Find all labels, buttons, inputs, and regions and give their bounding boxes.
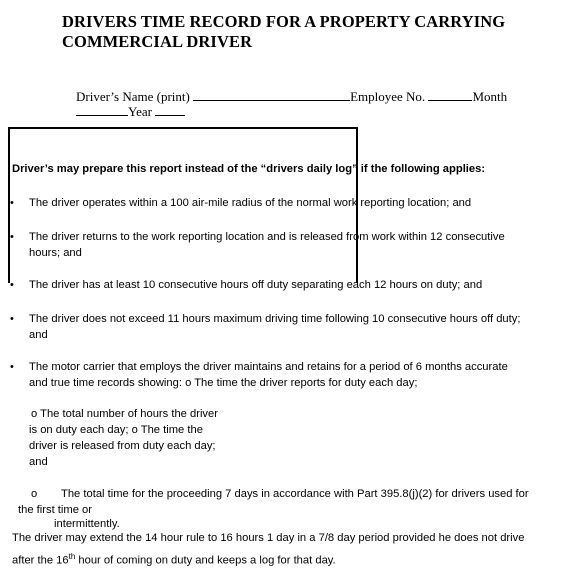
bullet-marker: • <box>10 361 14 373</box>
footer-line-1: The driver may extend the 14 hour rule to 16 hours 1 day in a 7/8 day period provided he does not drive <box>12 532 525 544</box>
month-field[interactable] <box>76 104 128 116</box>
bullet-radius: The driver operates within a 100 air-mile radius of the normal work reporting location; and <box>29 197 472 209</box>
driver-info-row <box>76 89 507 105</box>
sub-item-hours: o The total number of hours the driver <box>31 408 218 420</box>
bullet-returns: The driver returns to the work reporting location and is released from work within 12 consecutive <box>29 231 505 243</box>
sub-item-seven-days-cont: the first time or <box>18 504 92 516</box>
bullet-records: The motor carrier that employs the driver maintains and retains for a period of 6 months accurate <box>29 361 508 373</box>
footer-line-2-end: hour of coming on duty and keeps a log for that day. <box>75 554 336 567</box>
sub-item-seven-days: The total time for the proceeding 7 days in accordance with Part 395.8(j)(2) for drivers used for <box>61 488 529 500</box>
bullet-marker: • <box>10 231 14 243</box>
month-label: Month <box>472 89 508 104</box>
driver-name-label: Driver’s Name (print) <box>76 89 190 104</box>
bullet-max-driving: The driver does not exceed 11 hours maximum driving time following 10 consecutive hours off duty; <box>29 313 521 325</box>
document-title <box>62 12 562 52</box>
year-row <box>76 104 185 120</box>
sub-item-and: and <box>29 456 48 468</box>
footer-superscript: th <box>68 552 76 561</box>
frame-top-border <box>8 127 358 129</box>
footer-line-2 <box>12 549 336 569</box>
bullet-records-cont: and true time records showing: o The time the driver reports for duty each day; <box>29 377 418 389</box>
year-label: Year <box>128 104 152 119</box>
bullet-off-duty: The driver has at least 10 consecutive hours off duty separating each 12 hours on duty; and <box>29 279 483 291</box>
bullet-marker: • <box>10 279 14 291</box>
footer-line-2-start: after the 16 <box>12 554 69 567</box>
employee-no-field[interactable] <box>428 89 472 101</box>
sub-item-marker: o <box>31 488 38 500</box>
year-field[interactable] <box>155 104 185 116</box>
bullet-max-driving-cont: and <box>29 329 48 341</box>
bullet-marker: • <box>10 197 14 209</box>
sub-item-hours-cont: is on duty each day; o The time the <box>29 424 203 436</box>
bullet-marker: • <box>10 313 14 325</box>
title-line-2: COMMERCIAL DRIVER <box>62 32 253 51</box>
title-line-1: DRIVERS TIME RECORD FOR A PROPERTY CARRYING <box>62 12 506 31</box>
sub-item-intermittently: intermittently. <box>54 518 120 530</box>
driver-name-field[interactable] <box>193 89 350 101</box>
employee-no-label: Employee No. <box>350 89 426 104</box>
intro-text: Driver’s may prepare this report instead of the “drivers daily log” if the following applies: <box>12 163 486 175</box>
sub-item-released: driver is released from duty each day; <box>29 440 216 452</box>
bullet-returns-cont: hours; and <box>29 247 82 259</box>
